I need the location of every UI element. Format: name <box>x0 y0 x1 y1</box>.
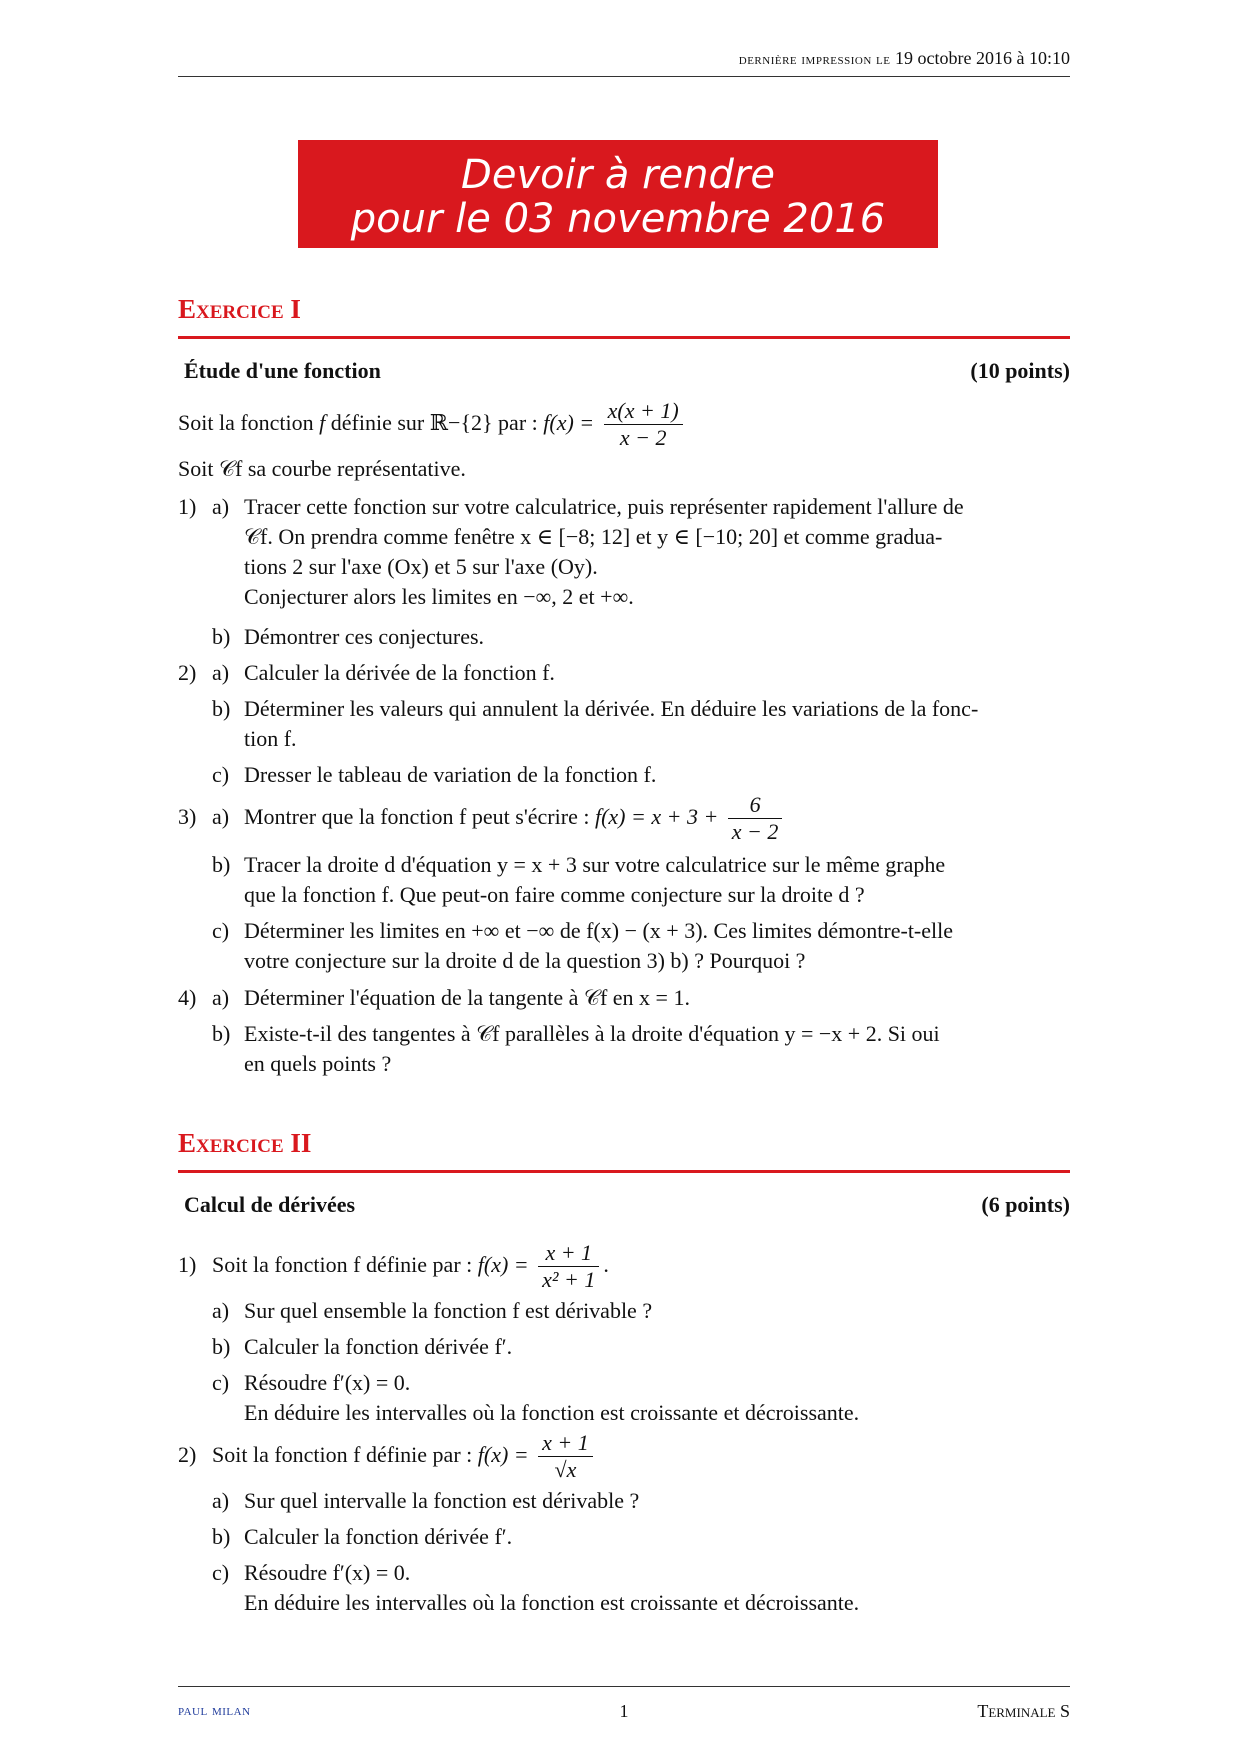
exercise-2-subtitle-row <box>184 1192 1070 1218</box>
exercise-2-points: (6 points) <box>981 1192 1070 1217</box>
ex2-q1: 1) Soit la fonction f définie par : f(x) = $\frac{x + 1}{\text{x² + 1}}$ . <box>178 1240 609 1293</box>
title-banner <box>298 140 938 248</box>
ex2-q1-fraction: $\frac{x + 1}{\text{x² + 1}}$ <box>538 1240 599 1293</box>
ex2-q2c: c) Résoudre f′(x) = 0. En déduire les intervalles où la fonction est croissante et décroissante. <box>212 1560 860 1615</box>
ex2-q1c: c) Résoudre f′(x) = 0. En déduire les intervalles où la fonction est croissante et décroissante. <box>212 1370 860 1425</box>
banner-line-2: pour le 03 novembre 2016 <box>350 196 886 242</box>
print-time: 10:10 <box>1028 48 1070 68</box>
footer-page-number: 1 <box>619 1701 629 1721</box>
ex1-q3b: b) Tracer la droite d d'équation y = x + 3 sur votre calculatrice sur le même graphe que la fonction f. Que peut-on faire comme conjecture sur la droite d ? <box>212 852 946 907</box>
ex1-q4b: b) Existe-t-il des tangentes à 𝒞f parallèles à la droite d'équation y = −x + 2. Si oui en quels points ? <box>212 1021 940 1076</box>
print-label: dernière impression le <box>738 52 891 68</box>
exercise-1-title: Exercice I <box>178 294 301 324</box>
footer-level: Terminale S <box>977 1701 1070 1721</box>
exercise-1-rule <box>178 336 1070 339</box>
print-a: à <box>1016 48 1025 68</box>
exercise-1-subtitle-row <box>184 358 1070 384</box>
ex1-f-fraction: $\frac{x(x + 1)}{x - 2}$ <box>604 398 683 451</box>
ex1-q3c: c) Déterminer les limites en +∞ et −∞ de f(x) − (x + 3). Ces limites démontre-t-elle votre conjecture sur la droite d de la question 3) b) ? Pourquoi ? <box>212 918 954 973</box>
ex1-q3a: 3) a) Montrer que la fonction f peut s'écrire : f(x) = x + 3 + $\frac{6}{x - 2}$ <box>178 786 1070 848</box>
exercise-2-title: Exercice II <box>178 1128 312 1158</box>
ex2-q2-fraction: $\frac{x + 1}{√x}$ <box>538 1430 593 1483</box>
ex2-q2: 2) Soit la fonction f définie par : f(x) = $\frac{x + 1}{√x}$ <box>178 1424 1070 1486</box>
exercise-1-points: (10 points) <box>970 358 1070 383</box>
exercise-1-subtitle: Étude d'une fonction <box>184 358 381 383</box>
ex1-q1a: 1) a) Tracer cette fonction sur votre calculatrice, puis représenter rapidement l'allure de 𝒞f. On prendra comme fenêtre x ∈ [−8; 12] et y ∈ [−10; 20] et comme gradua- tions 2 sur l'axe (Ox) et 5 sur l'axe (Oy). Conjecturer alors les limites en −∞, 2 et +∞. <box>178 494 964 609</box>
exercise-2-rule <box>178 1170 1070 1173</box>
banner-line-1: Devoir à rendre <box>461 152 775 198</box>
ex1-intro-1: Soit la fonction f définie sur ℝ−{2} par : f(x) = $\frac{x(x + 1)}{x - 2}$ <box>178 393 1070 453</box>
page-header <box>178 48 1070 77</box>
print-date: 19 octobre 2016 <box>895 48 1012 68</box>
exercise-2-subtitle: Calcul de dérivées <box>184 1192 356 1217</box>
ex1-q3a-fraction: $\frac{6}{x - 2}$ <box>728 792 783 845</box>
ex1-q2b: b) Déterminer les valeurs qui annulent la dérivée. En déduire les variations de la fonc- tion f. <box>212 696 979 751</box>
page-footer <box>178 1686 1070 1727</box>
footer-author: paul milan <box>178 1703 251 1719</box>
ex1-intro-2: Soit 𝒞f sa courbe représentative. <box>178 456 466 481</box>
